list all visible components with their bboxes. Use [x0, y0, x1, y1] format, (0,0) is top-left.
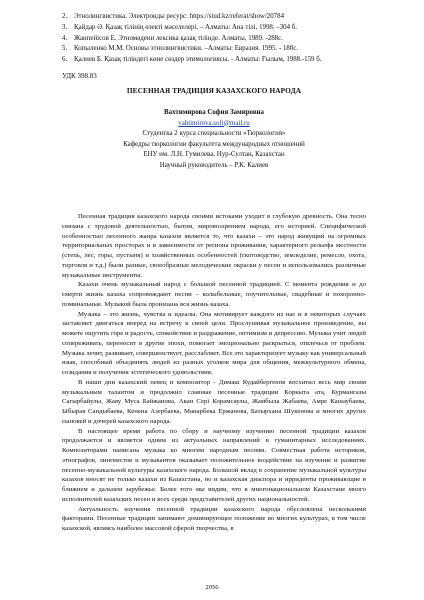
supervisor-line: Научный руководитель – Р.К. Калиев	[159, 161, 269, 169]
reference-number: 2.	[62, 13, 68, 20]
body-paragraph: Актуальность изучения песенной традиции казахского народа обусловлена несколькими факторами. Песенные традиции занимают доминирующее положение во многих культурах, в том числе казахской, являясь наиболее массовой сферой творчества, в	[62, 505, 366, 532]
reference-text: Қайдар Ә. Қазақ тілінің өзекті мәселелері. – Алматы: Ана тілі, 1998. –304 б.	[74, 23, 298, 31]
reference-item	[62, 12, 366, 23]
reference-list	[62, 12, 366, 66]
reference-item	[62, 44, 366, 55]
author-block	[62, 108, 366, 171]
reference-item	[62, 34, 366, 45]
udk-code: УДК 398.83	[62, 72, 97, 80]
body-paragraph: В настоящее время работа по сбору и научному изучению песенной традиции казахов продолжается и является одним из актуальных направлений в гуманитарных исследованиях. Композиторами написана музыка ко многим народным песням. Совместная работа историков, этнографов, лингвистов и музыкантов оказывает положительное воздействие на изучение и развитие песенно-музыкальной культуры казахского народа. Большой вклад в сохранение музыкальной культуры казахов вносят не только казахи из Казахстана, но и казахская диаспора и ирриденты проживающие в ближнем и дальнем зарубежье. Более того мы видим, что в многонациональном Казахстане много исполнителей казахских песен и всех среди представителей других национальностей.	[62, 427, 366, 503]
author-email-link[interactable]: vahtimirova.sofi@mail.ru	[178, 119, 250, 127]
reference-number: 4.	[62, 34, 68, 42]
article-title: ПЕСЕННАЯ ТРАДИЦИЯ КАЗАХСКОГО НАРОДА	[126, 86, 302, 95]
body-paragraph: Музыка – это жизнь, чувства и идеалы. Она мотивирует каждого из нас и в некоторых случаях заставляет двигаться вперед на встречу к своей цели. Прослушивая музыкальное произведение, вы можете ощутить горе и радость, спокойствие и раздражение, оптимизм и депрессию. Музыка учит людей сопереживать, переносит в другие эпохи, помогает эмоционально раскрыться, отвлечься от проблем. Музыка лечит, развивает, совершенствует, расслабляет. Все это характеризует музыку как универсальный язык, способный объединять людей из разных уголков мира для общения, межкультурного обмена, созидания и получения эстетического удовольствия.	[62, 310, 367, 376]
affiliation-line: Студентка 2 курса специальности «Тюркология»	[142, 130, 286, 137]
reference-text: Жанпейісов Е. Этномәдени лексика қазақ тілінде. Алматы, 1989. -288с.	[74, 34, 283, 42]
page-number: 2056	[205, 584, 219, 591]
affiliation-line: ЕНУ им. Л.Н. Гумилева, Нур-Султан, Казахстан	[143, 151, 285, 158]
reference-number: 6.	[62, 56, 68, 64]
author-name: Вахтимирова София Замировна	[164, 109, 264, 116]
reference-number: 3.	[62, 23, 68, 31]
reference-number: 5.	[62, 45, 68, 53]
body-paragraph: Песенная традиция казахского народа своими истоками уходит в глубокую древность. Она тесно связана с трудовой деятельностью, бытом, мировоззрением народа, его историей. Специфической особенностью песенного жанра казахов является то, что казахи – это народ живущий на огромных территориальных просторах и в зависимости от региона проживания, характерного рельефа местности (степь, лес, горы, пустыня) и хозяйственных особенностей (скотоводство, земледелие, ремесло, охота, торговля и т.д.) были разные, своеобразные мелодические окраски у песен и использовались различные музыкальные инструменты.	[62, 213, 366, 279]
affiliation-line: Кафедры тюркологии факультета международных отношений	[123, 140, 305, 148]
article-body	[62, 212, 366, 534]
reference-item	[62, 23, 366, 34]
body-paragraph: Казахи очень музыкальный народ с большой песенной традицией. С момента рождения и до смерти жизнь казаха сопровождают песни – колыбельные, поучительные, свадебные и похоронно-поминальные. Музыкой была пронизана вся жизнь казаха.	[62, 281, 366, 308]
reference-text: Этнолингвистика. Электронды ресурс: https://stud.kz/referat/show/20784	[74, 13, 285, 20]
reference-text: Копыленко М.М. Основы этнолингвистики. –Алматы: Евразия. 1995. - 180с.	[74, 45, 299, 53]
reference-text: Қалиев Б. Қазақ тіліндегі көне сөздер этимологиясы. - Алматы: Ғылым, 1988.-159 б.	[74, 56, 322, 64]
body-paragraph: В наши дни казахский певец и композитор - Димаш Кудайбергенов восхитил весь мир своим музыкальным талантом и продолжил славные песенные традиции Коркыта ата, Курмангазы Сагырбайулы, Жаяу Муса Байжанова, Акан Сері Корамсаулы, Жамбыла Жабаева, Амре Кашаубаева, Ыбырая Сандыбаева, Кенена Азербаева, Манарбека Ержанова, Батырхана Шукенова и многих других сыновей и дочерей казахского народа.	[62, 378, 366, 425]
reference-item	[62, 55, 366, 66]
